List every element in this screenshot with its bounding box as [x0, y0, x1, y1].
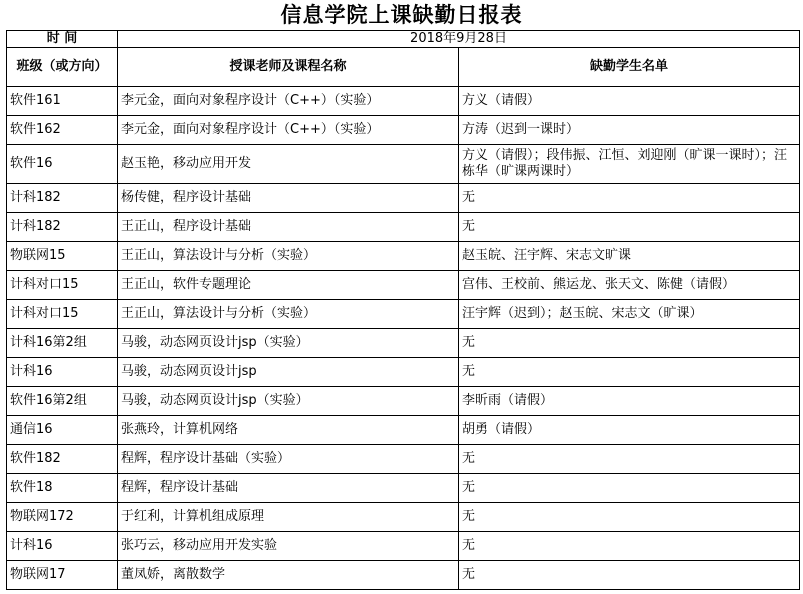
- course-header-cell[interactable]: 授课老师及课程名称: [118, 48, 459, 87]
- class-cell[interactable]: 物联网15: [7, 242, 118, 271]
- course-cell[interactable]: 王正山，算法设计与分析（实验）: [118, 300, 459, 329]
- course-cell[interactable]: 程辉，程序设计基础（实验）: [118, 445, 459, 474]
- class-cell[interactable]: 计科182: [7, 213, 118, 242]
- table-row: [7, 145, 800, 184]
- class-cell[interactable]: 物联网17: [7, 561, 118, 590]
- course-cell[interactable]: 马骏，动态网页设计jsp（实验）: [118, 387, 459, 416]
- table-row: [7, 387, 800, 416]
- time-label-cell[interactable]: 时 间: [7, 31, 118, 48]
- table-row: [7, 213, 800, 242]
- class-cell[interactable]: 通信16: [7, 416, 118, 445]
- course-cell[interactable]: 赵玉艳，移动应用开发: [118, 145, 459, 184]
- absent-cell[interactable]: 无: [459, 532, 800, 561]
- table-row: [7, 503, 800, 532]
- class-cell[interactable]: 计科对口15: [7, 300, 118, 329]
- absent-cell[interactable]: 胡勇（请假）: [459, 416, 800, 445]
- absent-header-cell[interactable]: 缺勤学生名单: [459, 48, 800, 87]
- absent-cell[interactable]: 赵玉皖、汪宇辉、宋志文旷课: [459, 242, 800, 271]
- course-cell[interactable]: 董凤娇，离散数学: [118, 561, 459, 590]
- course-cell[interactable]: 于红利，计算机组成原理: [118, 503, 459, 532]
- table-row: [7, 242, 800, 271]
- absent-cell[interactable]: 无: [459, 561, 800, 590]
- class-cell[interactable]: 软件162: [7, 116, 118, 145]
- course-cell[interactable]: 李元金，面向对象程序设计（C++）（实验）: [118, 87, 459, 116]
- table-row: [7, 561, 800, 590]
- absent-cell[interactable]: 李昕雨（请假）: [459, 387, 800, 416]
- table-row: [7, 358, 800, 387]
- class-cell[interactable]: 软件182: [7, 445, 118, 474]
- table-row: [7, 416, 800, 445]
- table-row: [7, 116, 800, 145]
- absent-cell[interactable]: 方义（请假）: [459, 87, 800, 116]
- class-cell[interactable]: 计科182: [7, 184, 118, 213]
- table-row: [7, 445, 800, 474]
- time-row: [7, 31, 800, 48]
- course-cell[interactable]: 王正山，算法设计与分析（实验）: [118, 242, 459, 271]
- absent-cell[interactable]: 无: [459, 213, 800, 242]
- table-row: [7, 300, 800, 329]
- class-cell[interactable]: 计科16第2组: [7, 329, 118, 358]
- course-cell[interactable]: 张巧云，移动应用开发实验: [118, 532, 459, 561]
- absent-cell[interactable]: 汪宇辉（迟到）；赵玉皖、宋志文（旷课）: [459, 300, 800, 329]
- absent-cell[interactable]: 无: [459, 445, 800, 474]
- class-cell[interactable]: 计科16: [7, 532, 118, 561]
- course-cell[interactable]: 马骏，动态网页设计jsp（实验）: [118, 329, 459, 358]
- course-cell[interactable]: 程辉，程序设计基础: [118, 474, 459, 503]
- report-title: 信息学院上课缺勤日报表: [280, 2, 523, 27]
- class-cell[interactable]: 计科对口15: [7, 271, 118, 300]
- class-cell[interactable]: 软件16: [7, 145, 118, 184]
- course-cell[interactable]: 张燕玲，计算机网络: [118, 416, 459, 445]
- table-row: [7, 474, 800, 503]
- course-cell[interactable]: 李元金，面向对象程序设计（C++）（实验）: [118, 116, 459, 145]
- class-header-cell[interactable]: 班级（或方向）: [7, 48, 118, 87]
- table-row: [7, 271, 800, 300]
- class-cell[interactable]: 物联网172: [7, 503, 118, 532]
- class-cell[interactable]: 计科16: [7, 358, 118, 387]
- class-cell[interactable]: 软件18: [7, 474, 118, 503]
- absent-cell[interactable]: 方义（请假）；段伟振、江恒、刘迎刚（旷课一课时）；汪栋华（旷课两课时）: [459, 145, 800, 184]
- course-cell[interactable]: 杨传健，程序设计基础: [118, 184, 459, 213]
- course-cell[interactable]: 王正山，软件专题理论: [118, 271, 459, 300]
- table-row: [7, 329, 800, 358]
- table-row: [7, 184, 800, 213]
- table-row: [7, 87, 800, 116]
- absent-cell[interactable]: 无: [459, 474, 800, 503]
- class-cell[interactable]: 软件161: [7, 87, 118, 116]
- absence-table: [6, 30, 800, 590]
- absent-cell[interactable]: 无: [459, 358, 800, 387]
- date-cell[interactable]: 2018年9月28日: [118, 31, 800, 48]
- course-cell[interactable]: 王正山，程序设计基础: [118, 213, 459, 242]
- absent-cell[interactable]: 方涛（迟到一课时）: [459, 116, 800, 145]
- class-cell[interactable]: 软件16第2组: [7, 387, 118, 416]
- header-row: [7, 48, 800, 87]
- absent-cell[interactable]: 无: [459, 329, 800, 358]
- course-cell[interactable]: 马骏，动态网页设计jsp: [118, 358, 459, 387]
- table-row: [7, 532, 800, 561]
- absent-cell[interactable]: 无: [459, 503, 800, 532]
- absent-cell[interactable]: 无: [459, 184, 800, 213]
- absent-cell[interactable]: 宫伟、王校前、熊运龙、张天文、陈健（请假）: [459, 271, 800, 300]
